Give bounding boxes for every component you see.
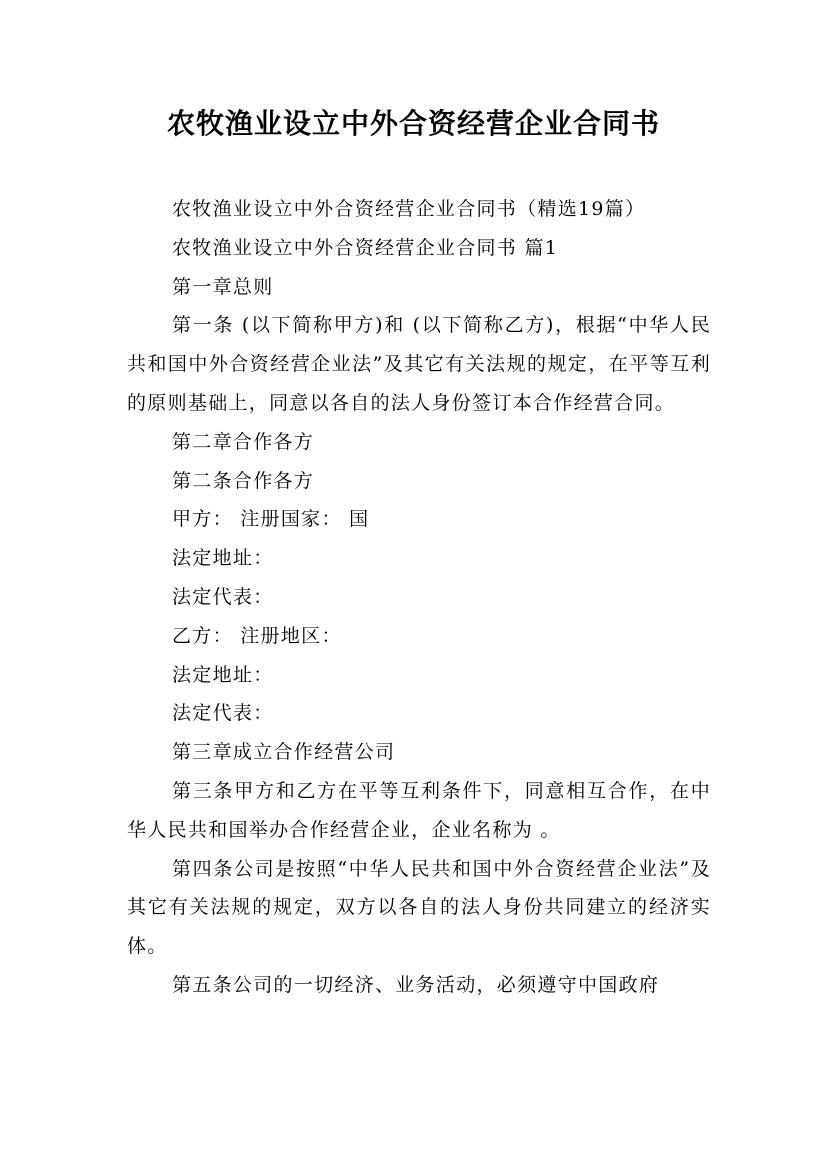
paragraph-party-a-address: 法定地址： bbox=[172, 547, 274, 570]
paragraph-article-5: 第五条公司的一切经济、业务活动，必须遵守中国政府 bbox=[172, 973, 660, 996]
document-body bbox=[127, 190, 711, 1005]
paragraph-party-b-address: 法定地址： bbox=[172, 663, 274, 686]
document-title: 农牧渔业设立中外合资经营企业合同书 bbox=[166, 107, 660, 140]
paragraph-chapter-1: 第一章总则 bbox=[172, 275, 274, 298]
paragraph-chapter-2: 第二章合作各方 bbox=[172, 430, 315, 453]
paragraph-chapter-3: 第三章成立合作经营公司 bbox=[172, 741, 396, 764]
paragraph-party-b-representative: 法定代表： bbox=[172, 702, 274, 725]
paragraph-article-1: 第一条 (以下简称甲方)和 (以下简称乙方)，根据“中华人民共和国中外合资经营企业法”及其它有关法规的规定，在平等互利的原则基础上，同意以各自的法人身份签订本合作经营合同。 bbox=[127, 314, 711, 414]
paragraph-party-a: 甲方： 注册国家： 国 bbox=[172, 508, 370, 531]
paragraph-section-heading: 农牧渔业设立中外合资经营企业合同书 篇1 bbox=[172, 236, 559, 259]
paragraph-article-3: 第三条甲方和乙方在平等互利条件下，同意相互合作，在中华人民共和国举办合作经营企业，企业名称为 。 bbox=[127, 779, 711, 841]
paragraph-subtitle: 农牧渔业设立中外合资经营企业合同书（精选19篇） bbox=[172, 198, 646, 220]
paragraph-party-a-representative: 法定代表： bbox=[172, 585, 274, 608]
paragraph-party-b: 乙方： 注册地区： bbox=[172, 624, 342, 647]
paragraph-article-4: 第四条公司是按照“中华人民共和国中外合资经营企业法”及其它有关法规的规定，双方以各自的法人身份共同建立的经济实体。 bbox=[127, 857, 711, 958]
paragraph-article-2: 第二条合作各方 bbox=[172, 469, 315, 492]
